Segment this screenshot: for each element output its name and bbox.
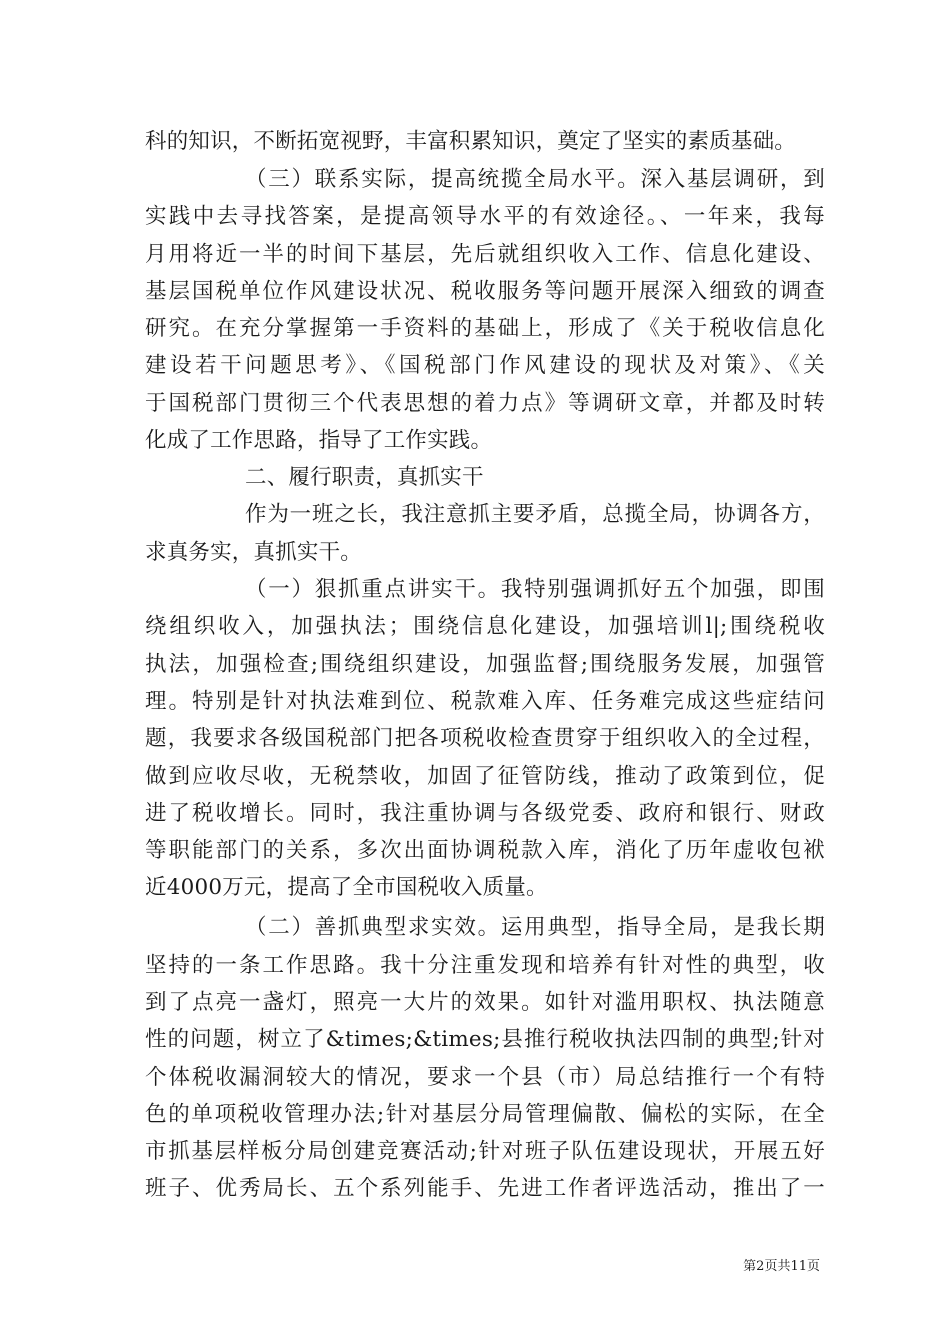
text-line-20: 等职能部门的关系，多次出面协调税款入库，消化了历年虚收包袱 bbox=[145, 838, 825, 863]
text-line-1: 科的知识，不断拓宽视野，丰富积累知识，奠定了坚实的素质基础。 bbox=[145, 129, 797, 154]
text-line-18: 做到应收尽收，无税禁收，加固了征管防线，推动了政策到位，促 bbox=[145, 764, 825, 789]
subheading-one: （一）狠抓重点讲实干。我特别强调抓好五个加强，即围 bbox=[245, 577, 825, 602]
text-line-12: 求真务实，真抓实干。 bbox=[145, 540, 363, 565]
text-line-16: 理。特别是针对执法难到位、税款难入库、任务难完成这些症结问 bbox=[145, 689, 825, 714]
text-line-28: 市抓基层样板分局创建竞赛活动;针对班子队伍建设现状，开展五好 bbox=[145, 1139, 825, 1164]
section-heading-two: 二、履行职责，真抓实干 bbox=[245, 465, 484, 490]
text-line-25: 性的问题，树立了&times;&times;县推行税收执法四制的典型;针对 bbox=[145, 1027, 825, 1052]
text-line-6: 研究。在充分掌握第一手资料的基础上，形成了《关于税收信息化 bbox=[145, 316, 825, 341]
text-line-21: 近4000万元，提高了全市国税收入质量。 bbox=[145, 875, 548, 900]
subheading-three: （三）联系实际，提高统揽全局水平。深入基层调研，到 bbox=[245, 167, 825, 192]
text-line-26: 个体税收漏洞较大的情况，要求一个县（市）局总结推行一个有特 bbox=[145, 1065, 825, 1090]
text-line-9: 化成了工作思路，指导了工作实践。 bbox=[145, 428, 493, 453]
page-number-footer: 第2页共11页 bbox=[743, 1259, 820, 1274]
text-line-8: 于国税部门贯彻三个代表思想的着力点》等调研文章，并都及时转 bbox=[145, 391, 825, 416]
text-line-11: 作为一班之长，我注意抓主要矛盾，总揽全局，协调各方， bbox=[245, 502, 825, 527]
text-line-14: 绕组织收入，加强执法；围绕信息化建设，加强培训l|;围绕税收 bbox=[145, 614, 825, 639]
text-line-15: 执法，加强检查;围绕组织建设，加强监督;围绕服务发展，加强管 bbox=[145, 652, 825, 677]
text-line-29: 班子、优秀局长、五个系列能手、先进工作者评选活动，推出了一 bbox=[145, 1176, 825, 1201]
text-line-3: 实践中去寻找答案，是提高领导水平的有效途径。、一年来，我每 bbox=[145, 204, 825, 229]
subheading-two: （二）善抓典型求实效。运用典型，指导全局，是我长期 bbox=[245, 915, 825, 940]
text-line-19: 进了税收增长。同时，我注重协调与各级党委、政府和银行、财政 bbox=[145, 801, 825, 826]
text-line-5: 基层国税单位作风建设状况、税收服务等问题开展深入细致的调查 bbox=[145, 279, 825, 304]
text-line-27: 色的单项税收管理办法;针对基层分局管理偏散、偏松的实际，在全 bbox=[145, 1102, 825, 1127]
text-line-24: 到了点亮一盏灯，照亮一大片的效果。如针对滥用职权、执法随意 bbox=[145, 990, 825, 1015]
text-line-4: 月用将近一半的时间下基层，先后就组织收入工作、信息化建设、 bbox=[145, 242, 825, 267]
text-line-17: 题，我要求各级国税部门把各项税收检查贯穿于组织收入的全过程， bbox=[145, 726, 825, 751]
text-line-7: 建设若干问题思考》、《国税部门作风建设的现状及对策》、《关 bbox=[145, 353, 825, 378]
text-line-23: 坚持的一条工作思路。我十分注重发现和培养有针对性的典型，收 bbox=[145, 953, 825, 978]
